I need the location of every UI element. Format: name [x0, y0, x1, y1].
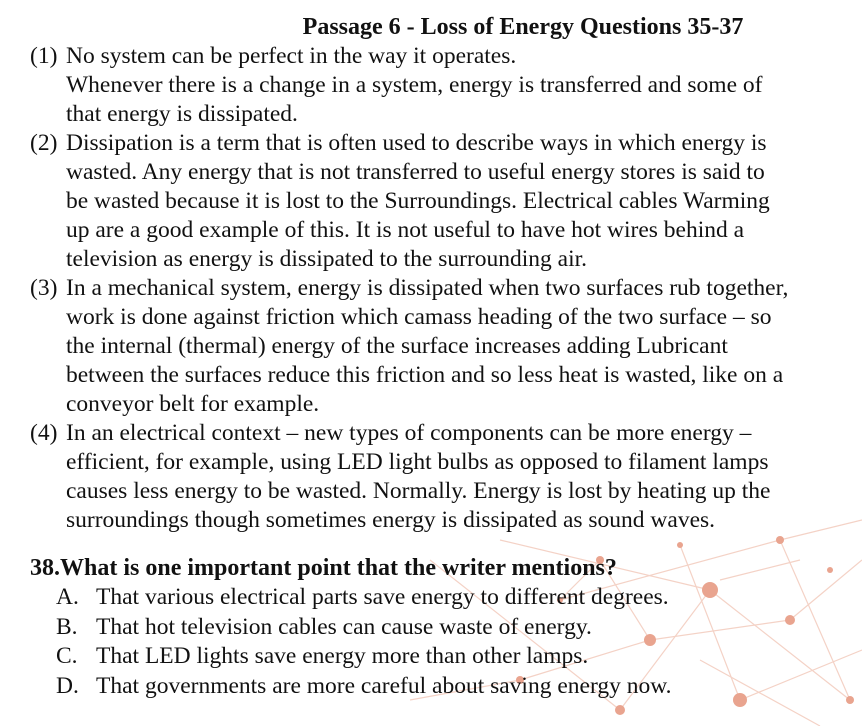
question-38	[30, 554, 617, 583]
option-text: That hot television cables can cause waste of energy.	[96, 613, 592, 640]
paragraph-4	[30, 419, 842, 535]
paragraph-line: be wasted because it is lost to the Surroundings. Electrical cables Warming	[66, 188, 770, 214]
paragraph-line: surroundings though sometimes energy is dissipated as sound waves.	[66, 507, 716, 533]
paragraph-line: In an electrical context – new types of components can be more energy –	[66, 420, 752, 446]
paragraph-line: Whenever there is a change in a system, energy is transferred and some of	[66, 72, 763, 98]
paragraph-line: work is done against friction which camass heading of the two surface – so	[66, 304, 772, 330]
paragraph-line: the internal (thermal) energy of the surface increases adding Lubricant	[66, 333, 728, 359]
paragraph-line: wasted. Any energy that is not transferred to useful energy stores is said to	[66, 159, 765, 185]
paragraph-line: between the surfaces reduce this friction and so less heat is wasted, like on a	[66, 362, 784, 388]
paragraph-line: Dissipation is a term that is often used to describe ways in which energy is	[66, 130, 767, 156]
question-number: 38.	[30, 555, 60, 581]
paragraph-number: (2)	[30, 130, 58, 156]
paragraph-line: television as energy is dissipated to the surrounding air.	[66, 246, 588, 272]
paragraph-line: up are a good example of this. It is not useful to have hot wires behind a	[66, 217, 745, 243]
paragraph-line: that energy is dissipated.	[66, 101, 298, 127]
paragraph-2	[30, 129, 842, 274]
option-text: That governments are more careful about saving energy now.	[96, 672, 672, 699]
paragraph-line: efficient, for example, using LED light bulbs as opposed to filament lamps	[66, 449, 769, 475]
option-letter: D.	[56, 672, 79, 699]
paragraph-1	[30, 42, 842, 129]
paragraph-number: (3)	[30, 275, 58, 301]
option-text: That various electrical parts save energy to different degrees.	[96, 584, 669, 610]
option-d[interactable]	[56, 672, 836, 702]
paragraph-line: conveyor belt for example.	[66, 391, 320, 417]
option-letter: A.	[56, 584, 79, 610]
option-a[interactable]	[56, 583, 836, 613]
paragraph-number: (4)	[30, 420, 58, 446]
paragraph-line: In a mechanical system, energy is dissipated when two surfaces rub together,	[66, 275, 789, 301]
paragraph-3	[30, 274, 842, 419]
paragraph-line: No system can be perfect in the way it operates.	[66, 43, 517, 69]
option-text: That LED lights save energy more than other lamps.	[96, 643, 589, 669]
paragraph-line: causes less energy to be wasted. Normally. Energy is lost by heating up the	[66, 478, 771, 504]
option-c[interactable]	[56, 642, 836, 672]
question-text: What is one important point that the writer mentions?	[60, 555, 617, 581]
option-letter: B.	[56, 613, 78, 640]
option-letter: C.	[56, 643, 78, 669]
option-b[interactable]	[56, 613, 836, 643]
passage-title: Passage 6 - Loss of Energy Questions 35-37	[302, 14, 744, 40]
answer-options	[56, 583, 836, 701]
paragraph-number: (1)	[30, 43, 58, 69]
